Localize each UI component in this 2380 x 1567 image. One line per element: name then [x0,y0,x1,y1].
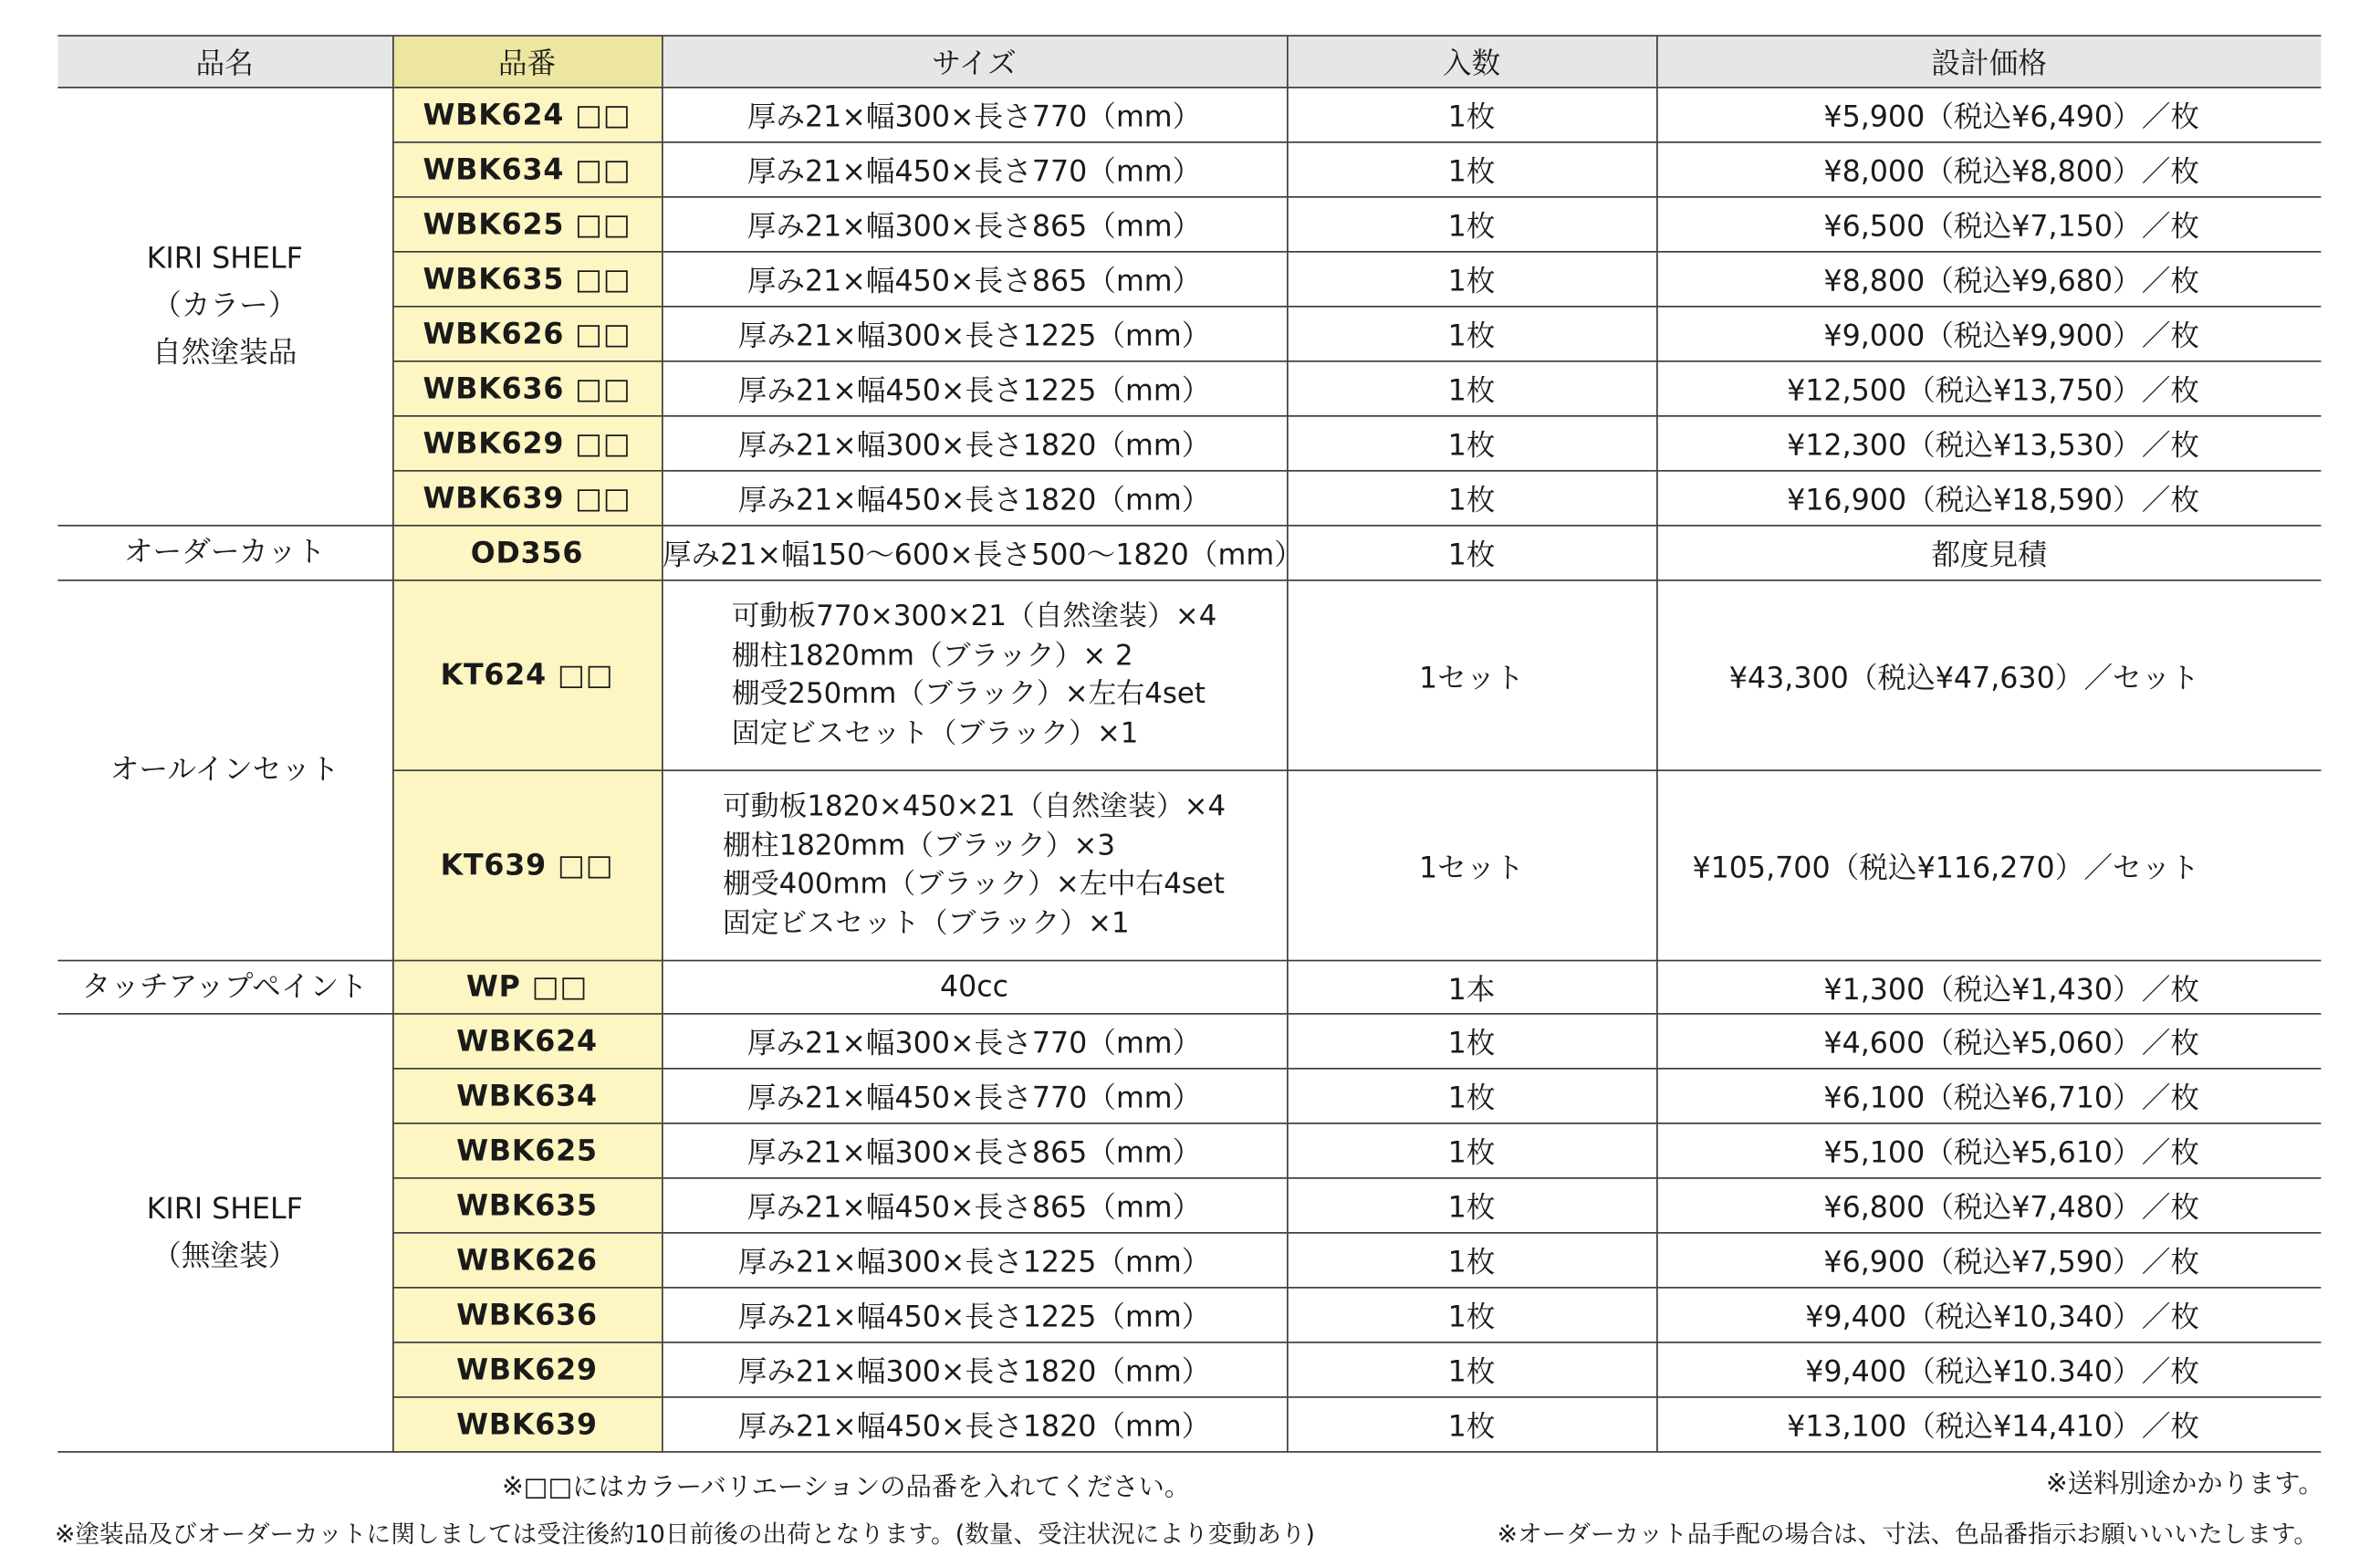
group-name-line: （カラー） [152,288,298,323]
product-size: 厚み21×幅300×長さ865（mm） [662,1123,1287,1178]
table-row [57,526,2321,580]
table-row [57,307,2321,361]
product-code: WBK629 □□ [392,416,662,471]
table-row [57,471,2321,526]
note-lead-time: ※塗装品及びオーダーカットに関しましては受注後約10日前後の出荷となります。(数量、受注状況により変動あり) [55,1520,1315,1549]
product-price: ¥5,100（税込¥5,610）／枚 [1656,1123,2321,1178]
table-row [57,252,2321,307]
product-code: WBK634 □□ [392,142,662,197]
group-name-touch-up-paint: タッチアップペイント [57,961,392,1014]
product-quantity: 1枚 [1287,1123,1656,1178]
product-quantity: 1枚 [1287,1233,1656,1288]
product-code: WBK639 [392,1397,662,1452]
product-quantity: 1枚 [1287,307,1656,361]
set-content-line: 固定ビスセット（ブラック）×1 [731,716,1139,749]
table-row [57,961,2321,1014]
product-price: ¥6,100（税込¥6,710）／枚 [1656,1069,2321,1123]
product-code: WP □□ [392,961,662,1014]
product-price: ¥1,300（税込¥1,430）／枚 [1656,961,2321,1014]
product-price: ¥12,500（税込¥13,750）／枚 [1656,361,2321,416]
table-row [57,1014,2321,1069]
table-row [57,88,2321,142]
set-content-line: 棚柱1820mm（ブラック）× 2 [731,639,1133,672]
product-code: WBK639 □□ [392,471,662,526]
product-quantity: 1枚 [1287,197,1656,252]
product-code: KT639 □□ [392,770,662,960]
header-quantity: 入数 [1287,36,1656,88]
product-quantity: 1本 [1287,961,1656,1014]
table-row [57,1397,2321,1452]
group-name-kiri-shelf-color [57,88,392,526]
product-quantity: 1枚 [1287,1288,1656,1342]
product-size [662,580,1287,770]
set-content-line: 棚受250mm（ブラック）×左右4set [731,678,1206,711]
product-code: WBK626 □□ [392,307,662,361]
product-quantity: 1枚 [1287,1342,1656,1397]
product-size: 厚み21×幅150〜600×長さ500〜1820（mm） [662,526,1287,580]
note-shipping: ※送料別途かかります。 [2045,1469,2324,1500]
product-code: WBK624 [392,1014,662,1069]
set-content-line: 固定ビスセット（ブラック）×1 [722,907,1130,940]
table-row [57,197,2321,252]
product-price: ¥43,300（税込¥47,630）／セット [1656,580,2321,770]
group-name-order-cut: オーダーカット [57,526,392,580]
table-row [57,1342,2321,1397]
product-code: OD356 [392,526,662,580]
product-quantity: 1セット [1287,770,1656,960]
price-table [57,35,2321,1452]
product-price: ¥16,900（税込¥18,590）／枚 [1656,471,2321,526]
table-row [57,142,2321,197]
product-quantity: 1枚 [1287,361,1656,416]
product-price: ¥5,900（税込¥6,490）／枚 [1656,88,2321,142]
product-price: ¥13,100（税込¥14,410）／枚 [1656,1397,2321,1452]
product-size: 厚み21×幅450×長さ770（mm） [662,142,1287,197]
group-name-line: KIRI SHELF [146,1191,303,1226]
product-price: ¥105,700（税込¥116,270）／セット [1656,770,2321,960]
product-code: WBK626 [392,1233,662,1288]
group-name-kiri-shelf-unpainted [57,1014,392,1452]
table-row [57,1233,2321,1288]
product-price: ¥8,800（税込¥9,680）／枚 [1656,252,2321,307]
product-price: ¥6,900（税込¥7,590）／枚 [1656,1233,2321,1288]
product-price: ¥9,400（税込¥10.340）／枚 [1656,1342,2321,1397]
product-code: KT624 □□ [392,580,662,770]
product-size: 厚み21×幅300×長さ865（mm） [662,197,1287,252]
product-code: WBK636 [392,1288,662,1342]
group-name-line: 自然塗装品 [152,336,298,371]
product-code: WBK624 □□ [392,88,662,142]
product-size: 厚み21×幅450×長さ865（mm） [662,1178,1287,1233]
product-price: ¥6,800（税込¥7,480）／枚 [1656,1178,2321,1233]
product-quantity: 1枚 [1287,1178,1656,1233]
product-size: 厚み21×幅450×長さ865（mm） [662,252,1287,307]
header-price: 設計価格 [1656,36,2321,88]
table-row [57,1069,2321,1123]
table-row [57,416,2321,471]
table-row [57,361,2321,416]
set-contents [723,788,1226,943]
product-size: 厚み21×幅300×長さ1225（mm） [662,307,1287,361]
product-price: ¥6,500（税込¥7,150）／枚 [1656,197,2321,252]
product-size: 厚み21×幅450×長さ1225（mm） [662,361,1287,416]
product-price: ¥12,300（税込¥13,530）／枚 [1656,416,2321,471]
product-code: WBK629 [392,1342,662,1397]
product-quantity: 1セット [1287,580,1656,770]
note-order-instruction: ※オーダーカット品手配の場合は、寸法、色品番指示お願いいいたします。 [1497,1520,2319,1549]
table-row [57,1288,2321,1342]
product-size: 厚み21×幅300×長さ1225（mm） [662,1233,1287,1288]
table-row [57,1123,2321,1178]
table-row [57,580,2321,770]
product-size: 厚み21×幅450×長さ1820（mm） [662,1397,1287,1452]
product-price: ¥8,000（税込¥8,800）／枚 [1656,142,2321,197]
product-code: WBK625 [392,1123,662,1178]
product-size [662,770,1287,960]
product-size: 厚み21×幅450×長さ1820（mm） [662,471,1287,526]
group-name-line: （無塗装） [152,1238,298,1273]
group-name-all-in-set: オールインセット [57,580,392,961]
set-content-line: 可動板1820×450×21（自然塗装）×4 [722,790,1227,823]
product-code: WBK635 [392,1178,662,1233]
product-price: ¥4,600（税込¥5,060）／枚 [1656,1014,2321,1069]
product-quantity: 1枚 [1287,471,1656,526]
set-contents [732,598,1217,753]
product-size: 厚み21×幅300×長さ770（mm） [662,1014,1287,1069]
product-quantity: 1枚 [1287,1014,1656,1069]
product-code: WBK635 □□ [392,252,662,307]
product-size: 厚み21×幅300×長さ1820（mm） [662,416,1287,471]
set-content-line: 棚受400mm（ブラック）×左中右4set [722,868,1225,901]
product-price: ¥9,000（税込¥9,900）／枚 [1656,307,2321,361]
product-quantity: 1枚 [1287,252,1656,307]
product-code: WBK636 □□ [392,361,662,416]
product-code: WBK634 [392,1069,662,1123]
product-quantity: 1枚 [1287,416,1656,471]
product-size: 厚み21×幅300×長さ770（mm） [662,88,1287,142]
product-quantity: 1枚 [1287,88,1656,142]
product-code: WBK625 □□ [392,197,662,252]
table-row [57,770,2321,960]
product-size: 厚み21×幅300×長さ1820（mm） [662,1342,1287,1397]
table-header-row [57,36,2321,88]
product-size: 厚み21×幅450×長さ770（mm） [662,1069,1287,1123]
product-quantity: 1枚 [1287,1069,1656,1123]
product-quantity: 1枚 [1287,1397,1656,1452]
header-size: サイズ [662,36,1287,88]
group-name-line: KIRI SHELF [146,242,303,276]
table-row [57,1178,2321,1233]
product-size: 厚み21×幅450×長さ1225（mm） [662,1288,1287,1342]
product-quantity: 1枚 [1287,526,1656,580]
product-price: ¥9,400（税込¥10,340）／枚 [1656,1288,2321,1342]
note-color-code: ※□□にはカラーバリエーションの品番を入れてください。 [502,1472,1191,1503]
product-size: 40cc [662,961,1287,1014]
header-product-name: 品名 [57,36,392,88]
header-product-code: 品番 [392,36,662,88]
product-price: 都度見積 [1656,526,2321,580]
set-content-line: 棚柱1820mm（ブラック）×3 [722,830,1115,862]
product-quantity: 1枚 [1287,142,1656,197]
set-content-line: 可動板770×300×21（自然塗装）×4 [731,601,1217,633]
